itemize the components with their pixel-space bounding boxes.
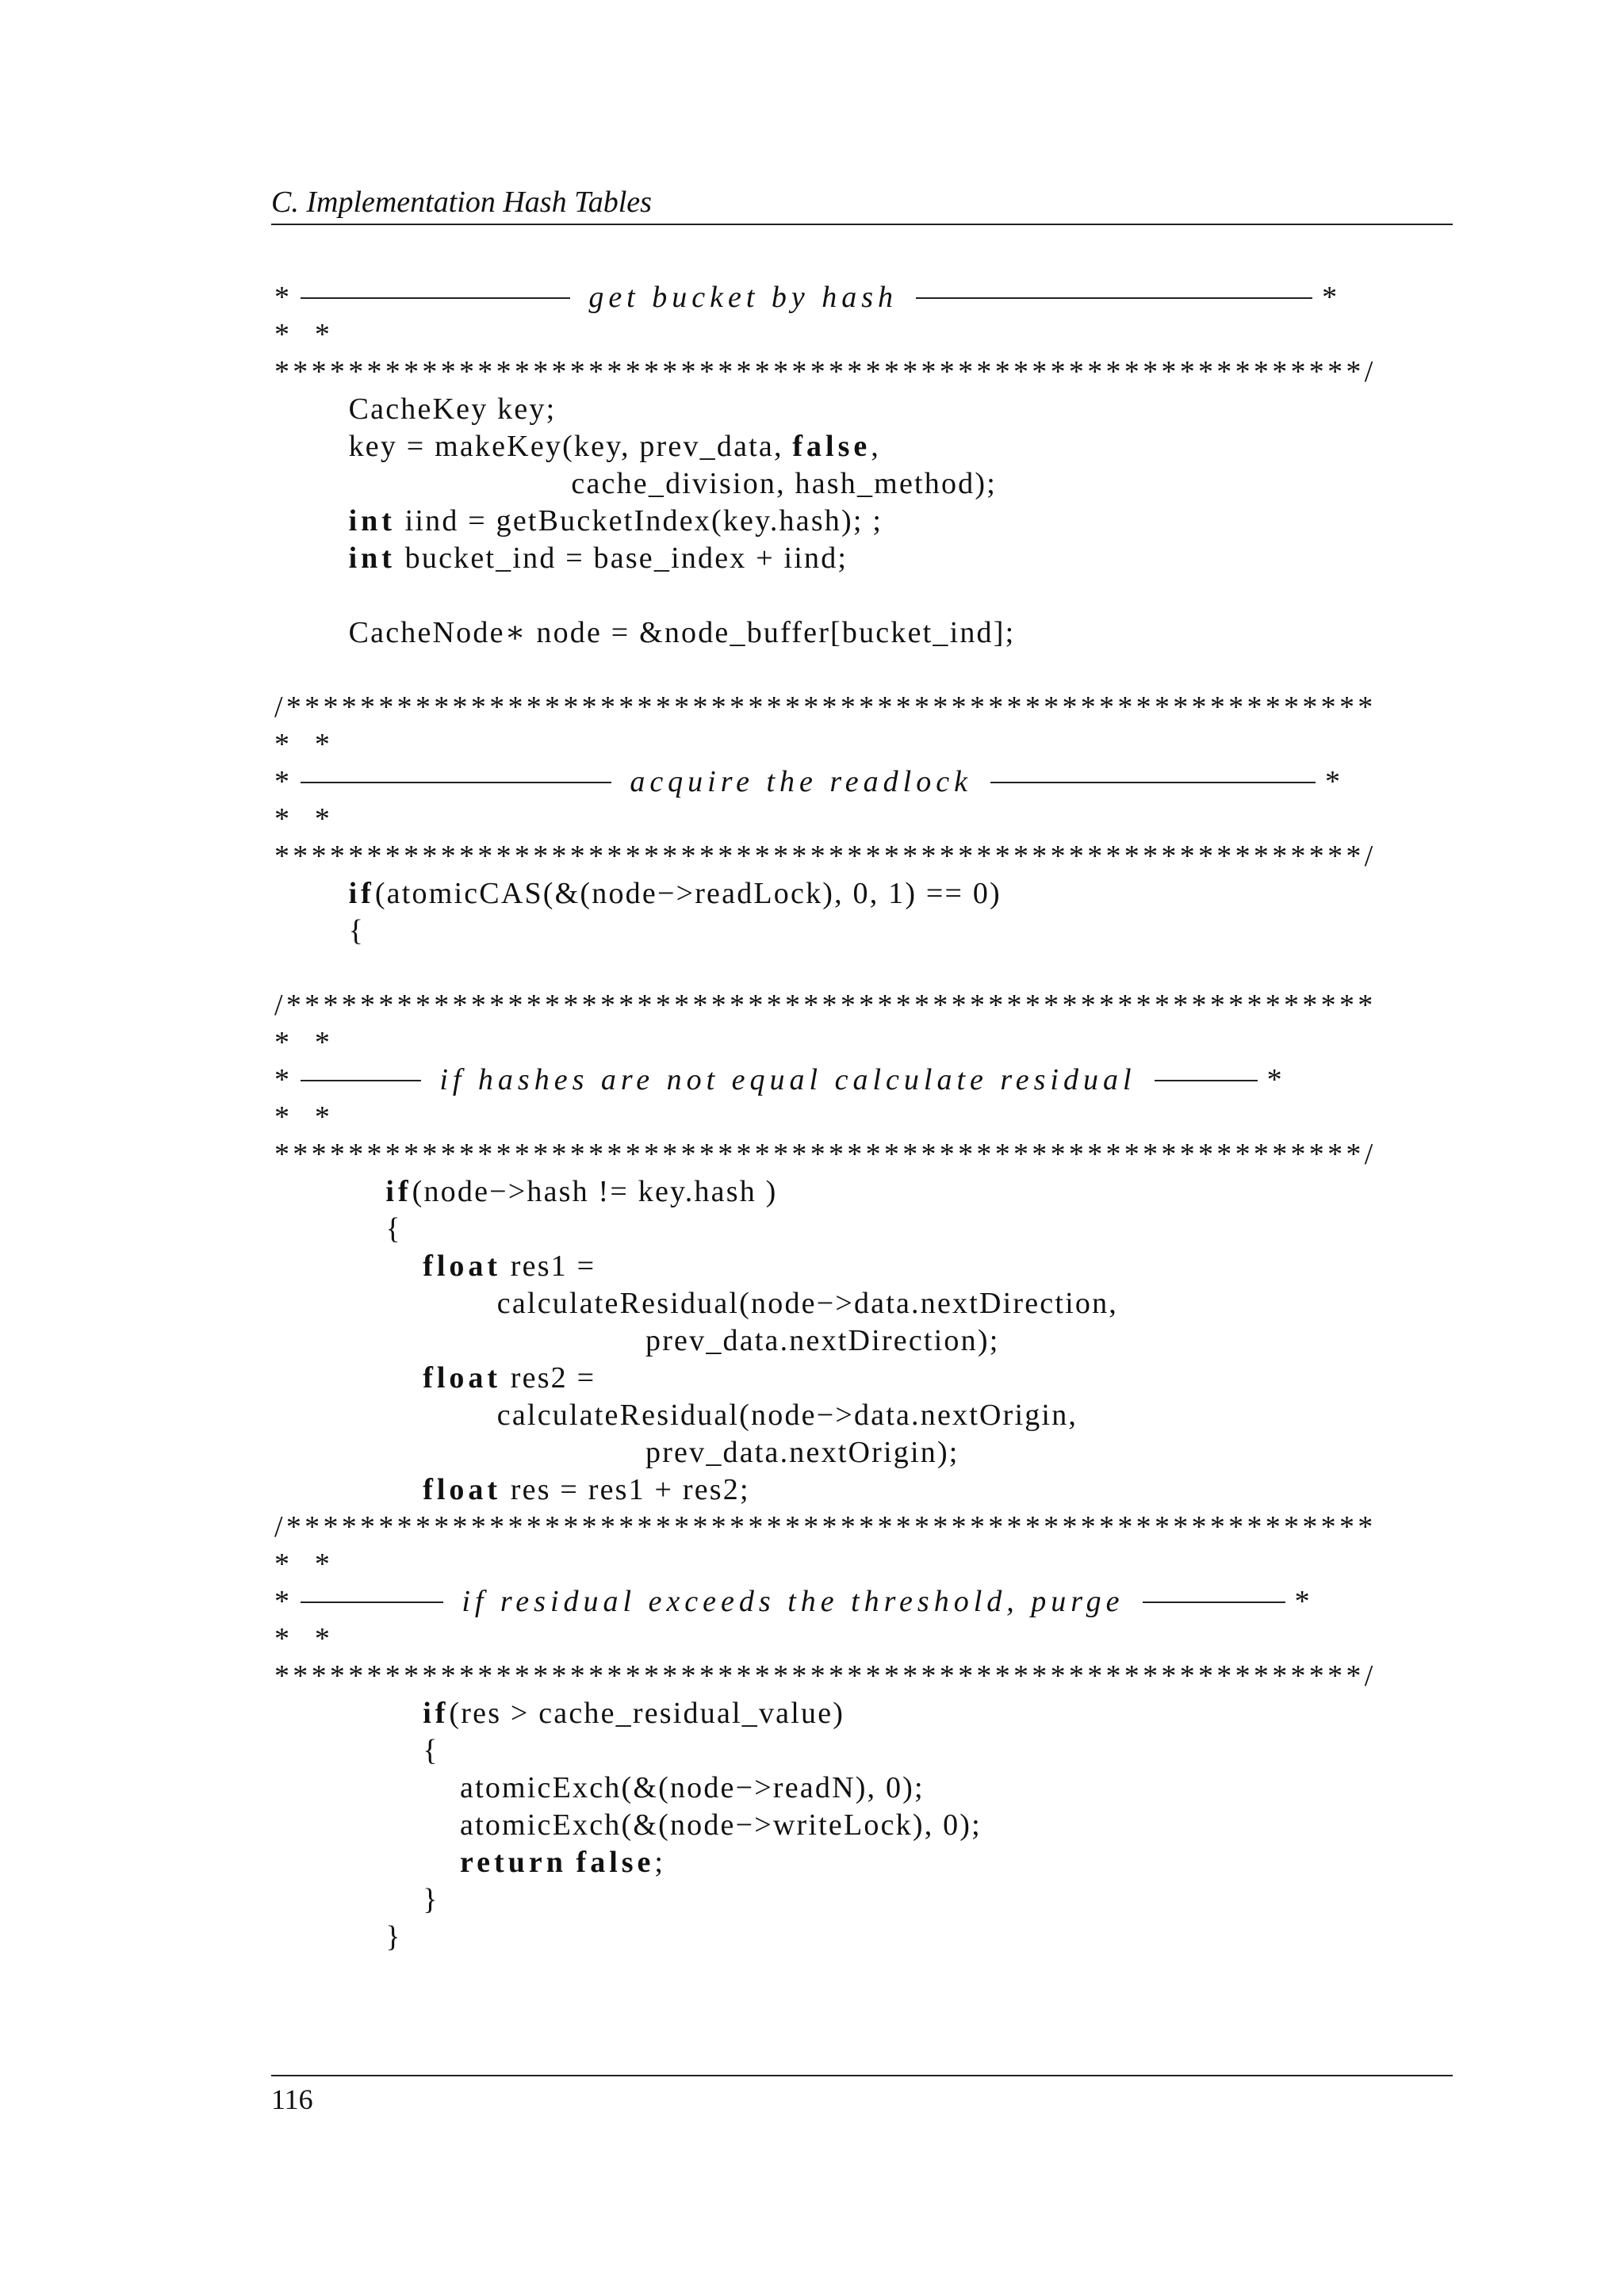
code-line: float res = res1 + res2;: [423, 1473, 750, 1506]
code-line: atomicExch(&(node−>writeLock), 0);: [274, 1808, 982, 1842]
code-line: calculateResidual(node−>data.nextOrigin,: [274, 1399, 1078, 1432]
code-line: return false;: [460, 1846, 665, 1879]
page-number: 116: [271, 2084, 313, 2115]
code-line: int bucket_ind = base_index + iind;: [348, 541, 848, 575]
keyword: float: [423, 1249, 502, 1283]
code-line: * *: [274, 1026, 334, 1059]
code-line-comment-border: ***********************************************************/: [274, 840, 1377, 873]
code-line-comment-banner: * if residual exceeds the threshold, purge *: [274, 1585, 1312, 1618]
keyword: if: [348, 877, 375, 910]
code-line: * *: [274, 1622, 334, 1655]
code-line: if(atomicCAS(&(node−>readLock), 0, 1) == 0): [348, 877, 1002, 910]
keyword: if: [423, 1697, 450, 1730]
code-line: * *: [274, 1548, 334, 1581]
chapter-title: C. Implementation Hash Tables: [271, 186, 652, 219]
keyword: float: [423, 1361, 502, 1395]
code-line: prev_data.nextOrigin);: [274, 1436, 959, 1469]
running-header: [271, 184, 1453, 225]
code-line: }: [274, 1920, 402, 1954]
code-line-comment-border: /***********************************************************: [274, 691, 1377, 724]
code-line: if(res > cache_residual_value): [423, 1697, 845, 1730]
code-line-blank: [274, 950, 1575, 987]
code-line: calculateResidual(node−>data.nextDirection,: [274, 1287, 1118, 1320]
comment-text: if hashes are not equal calculate residual: [439, 1063, 1136, 1096]
code-line-comment-border: /***********************************************************: [274, 1510, 1377, 1544]
code-line: CacheKey key;: [274, 392, 557, 426]
code-line: atomicExch(&(node−>readN), 0);: [274, 1771, 925, 1804]
keyword: int: [348, 541, 396, 575]
code-line: * *: [274, 802, 334, 836]
code-line: key = makeKey(key, prev_data, false,: [274, 430, 880, 463]
keyword: float: [423, 1473, 502, 1506]
code-line: prev_data.nextDirection);: [274, 1324, 1000, 1357]
keyword: false: [792, 430, 871, 463]
page-footer: [271, 2075, 1453, 2115]
code-line-comment-border: ***********************************************************/: [274, 1138, 1377, 1171]
code-line: * *: [274, 1100, 334, 1134]
comment-text: get bucket by hash: [588, 281, 898, 314]
keyword: int: [348, 504, 396, 538]
code-line: * *: [274, 318, 334, 351]
code-line-comment-border: ***********************************************************/: [274, 1659, 1377, 1693]
code-line: float res2 =: [423, 1361, 596, 1395]
keyword: false: [576, 1846, 655, 1879]
code-line: {: [274, 1734, 439, 1767]
code-line: {: [274, 914, 366, 947]
keyword: return: [460, 1846, 567, 1879]
code-line: cache_division, hash_method);: [274, 467, 997, 500]
code-line-comment-banner: * if hashes are not equal calculate residual *: [274, 1063, 1284, 1096]
code-line: }: [274, 1883, 439, 1916]
code-line-comment-border: ***********************************************************/: [274, 355, 1377, 388]
code-line-comment-banner: * get bucket by hash *: [274, 281, 1339, 314]
code-line-blank: [274, 652, 1575, 689]
code-line: {: [274, 1212, 402, 1246]
comment-text: acquire the readlock: [630, 765, 972, 798]
code-line: int iind = getBucketIndex(key.hash); ;: [348, 504, 883, 538]
code-line-comment-border: /***********************************************************: [274, 989, 1377, 1022]
code-line: float res1 =: [423, 1249, 596, 1283]
code-line: CacheNode∗ node = &node_buffer[bucket_ind];: [274, 616, 1016, 649]
code-line: * *: [274, 728, 334, 761]
code-line-blank: [274, 577, 1575, 614]
comment-text: if residual exceeds the threshold, purge: [462, 1585, 1124, 1618]
code-line-comment-banner: * acquire the readlock *: [274, 765, 1342, 798]
code-line: if(node−>hash != key.hash ): [385, 1175, 778, 1208]
keyword: if: [385, 1175, 412, 1208]
code-listing: [274, 279, 1575, 1956]
